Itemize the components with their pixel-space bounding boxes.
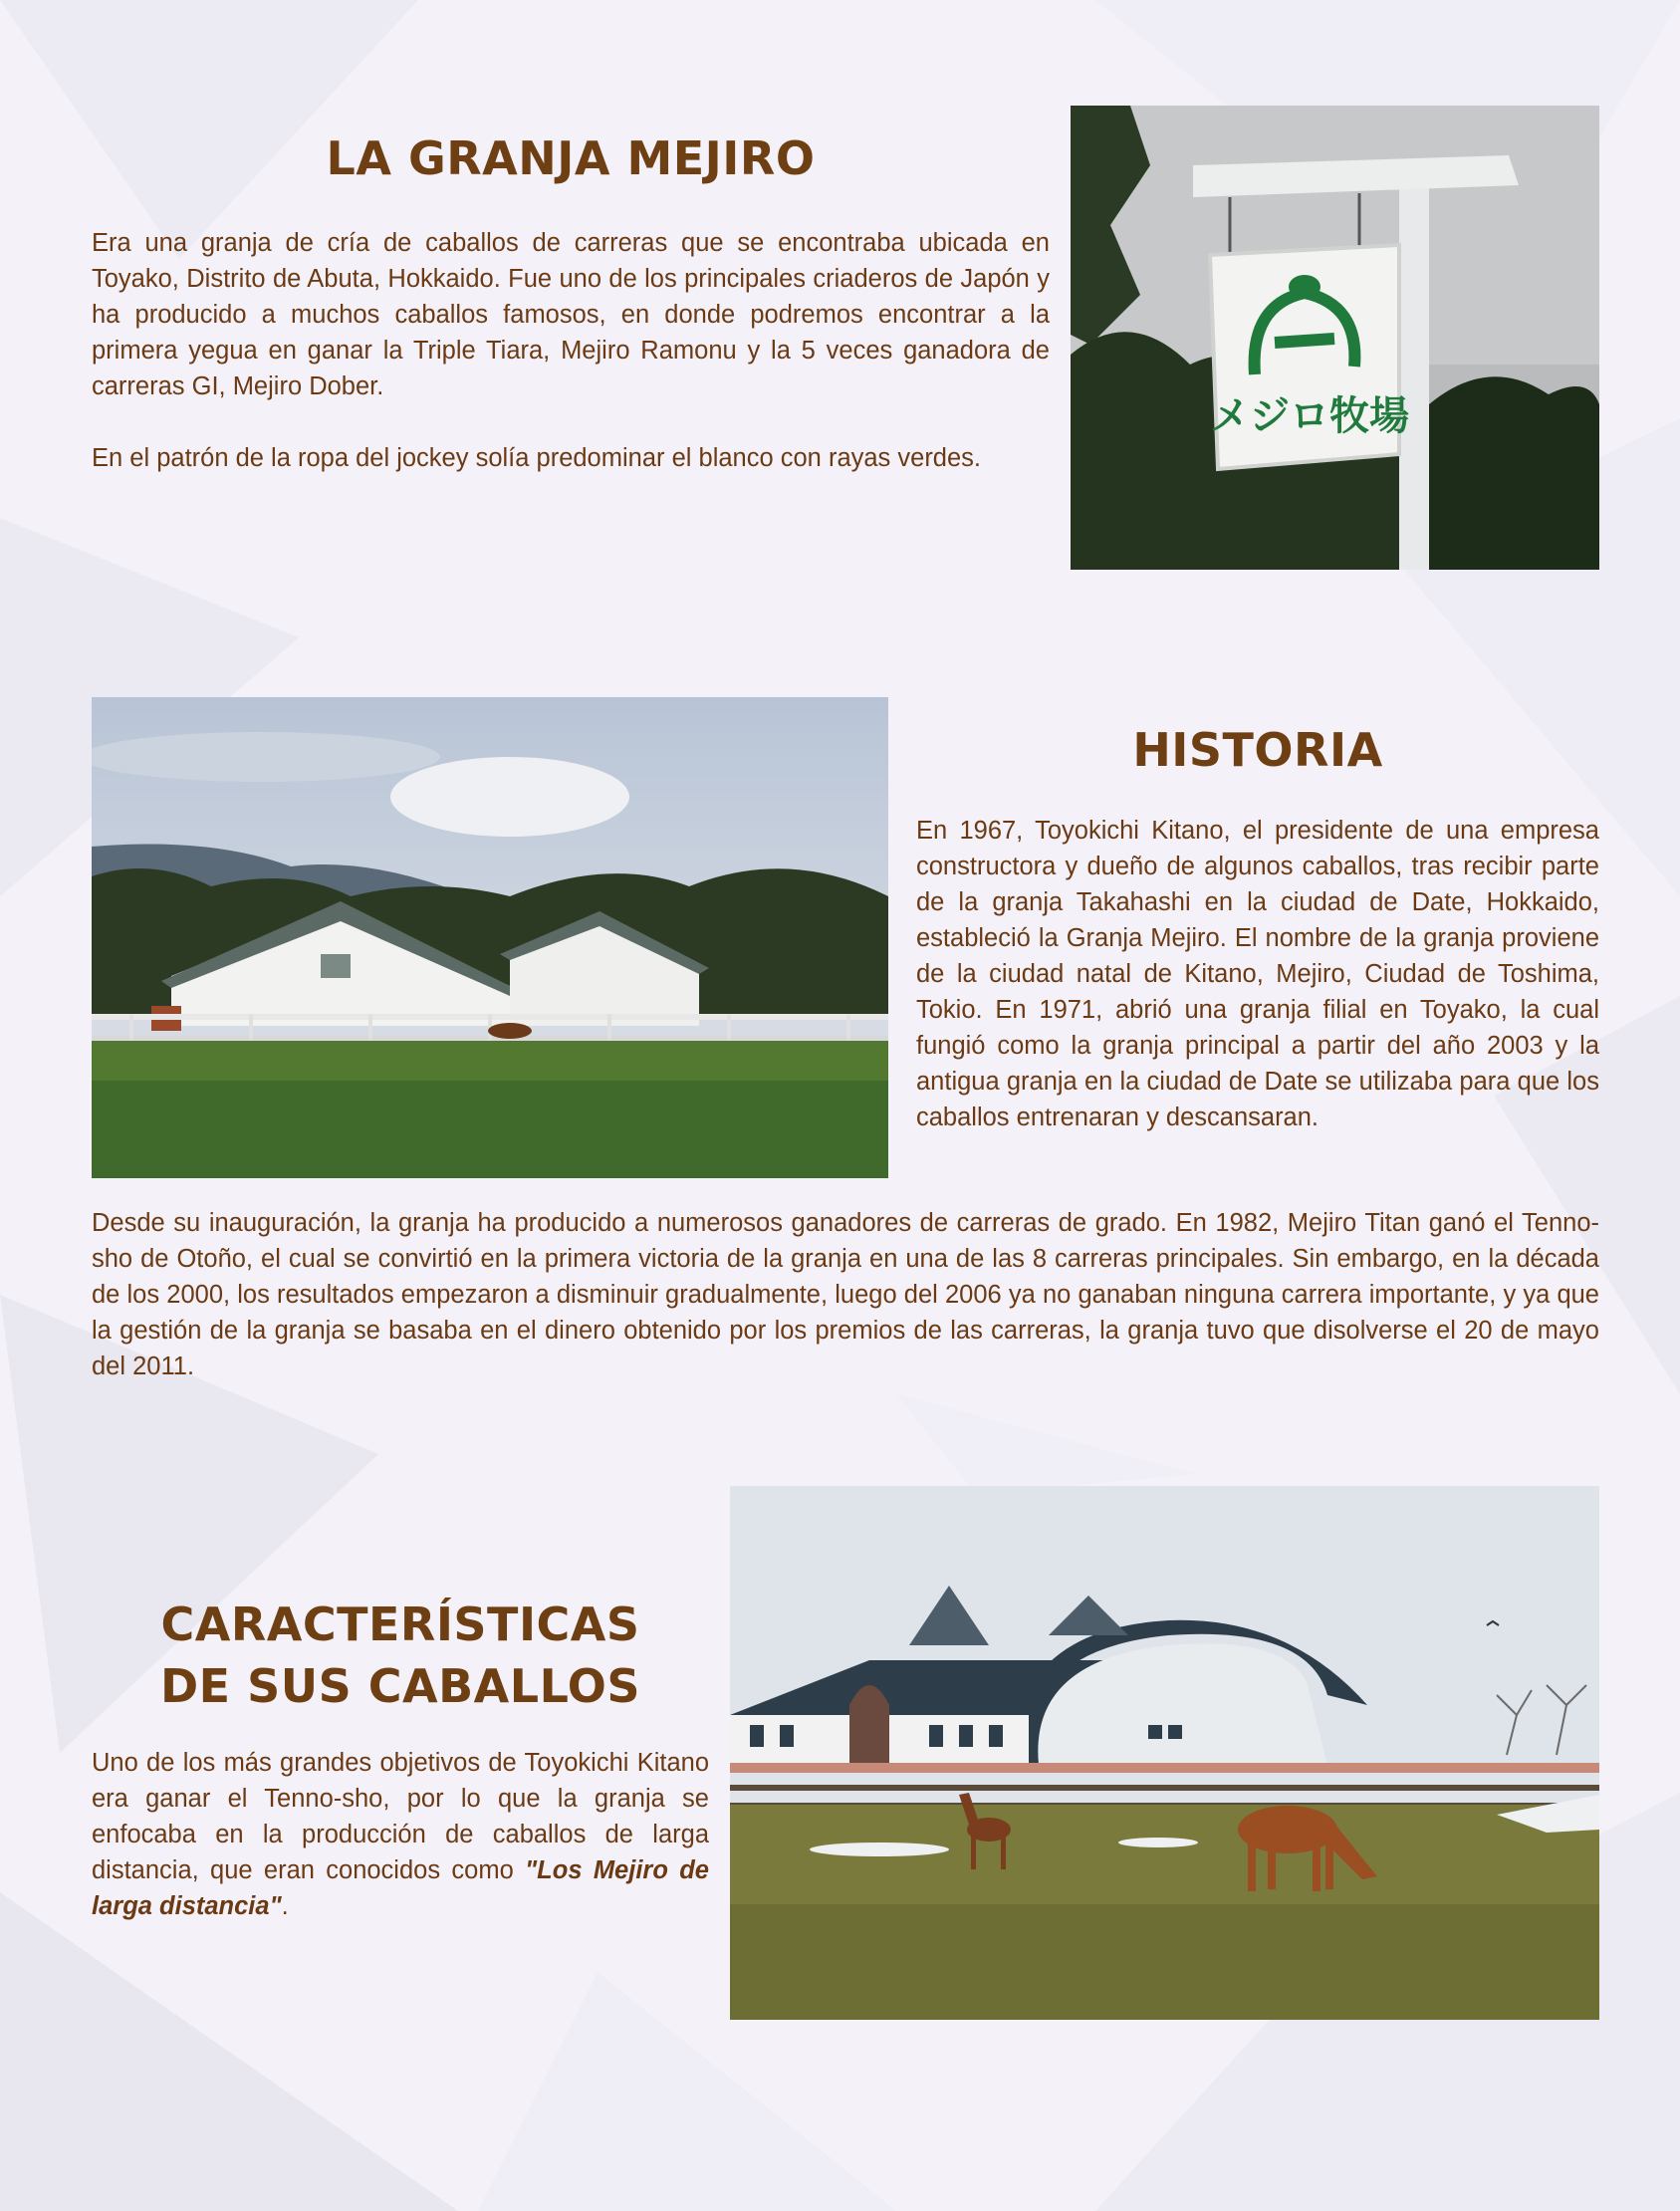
history-paragraph-2: Desde su inauguración, la granja ha producido a numerosos ganadores de carreras de grado. En 1982, Mejiro Titan ganó el Tenno-sho de Otoño, el cual se convirtió en la primera victoria de la granja en una de las 8 carreras principales. Sin embargo, en la década de los 2000, los resultados empezaron a disminuir gradualmente, luego del 2006 ya no ganaban ninguna carrera importante, y ya que la gestión de la granja se basaba en el dinero obtenido por los premios de las carreras, la granja tuvo que disolverse el 20 de mayo del 2011.: [92, 1209, 1599, 1380]
history-paragraph-1: En 1967, Toyokichi Kitano, el presidente de una empresa constructora y dueño de algunos caballos, tras recibir parte de la granja Takahashi en la ciudad de Date, Hokkaido, estableció la Granja Mejiro. El nombre de la granja proviene de la ciudad natal de Kitano, Mejiro, Ciudad de Toshima, Tokio. En 1971, abrió una granja filial en Toyako, la cual fungió como la granja principal a partir del año 2003 y la antigua granja en la ciudad de Date se utilizaba para que los caballos entrenaran y descansaran.: [916, 817, 1599, 1131]
title-line-1: CARACTERÍSTICAS: [160, 1597, 640, 1651]
title-line-2: DE SUS CABALLOS: [160, 1659, 640, 1713]
section-title-caracteristicas: [92, 1594, 709, 1717]
characteristics-paragraph: [92, 1745, 709, 1924]
horses-pasture-photo: [730, 1486, 1599, 2020]
characteristics-text: Uno de los más grandes objetivos de Toyokichi Kitano era ganar el Tenno-sho, por lo que la granja se enfocaba en la producción de caballos de larga distancia, que eran conocidos como: [92, 1749, 709, 1884]
section-title-historia: HISTORIA: [1132, 723, 1383, 777]
intro-paragraph: Era una granja de cría de caballos de carreras que se encontraba ubicada en Toyako, Distrito de Abuta, Hokkaido. Fue uno de los principales criaderos de Japón y ha producido a muchos caballos famosos, en donde podremos encontrar a la primera yegua en ganar la Triple Tiara, Mejiro Ramonu y la 5 veces ganadora de carreras GI, Mejiro Dober.: [92, 229, 1050, 400]
section-title-la-granja-mejiro: LA GRANJA MEJIRO: [326, 131, 816, 185]
sign-text: メジロ牧場: [1210, 393, 1409, 439]
mejiro-sign-photo: [1071, 106, 1599, 570]
farm-buildings-photo: [92, 697, 888, 1178]
jockey-paragraph: En el patrón de la ropa del jockey solía predominar el blanco con rayas verdes.: [92, 444, 982, 472]
long-distance-quote: "Los Mejiro de larga distancia": [92, 1856, 709, 1920]
characteristics-end: .: [281, 1892, 289, 1920]
